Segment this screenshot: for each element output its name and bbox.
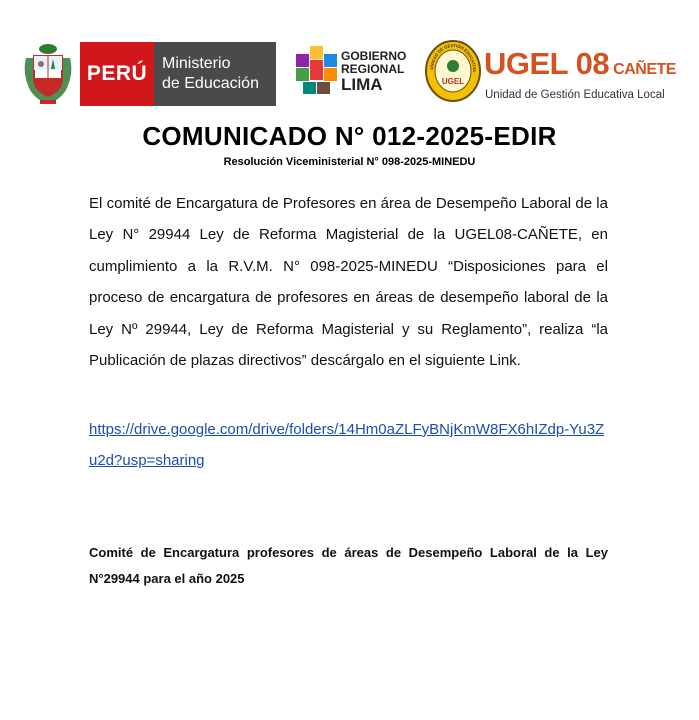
ugel-seal-center: UGEL bbox=[441, 77, 465, 86]
ugel-subtitle: Unidad de Gestión Educativa Local bbox=[485, 89, 665, 101]
ministry-line-1: Ministerio bbox=[162, 55, 231, 72]
committee-signature: Comité de Encargatura profesores de áreas de Desempeño Laboral de la Ley N°29944 para el año 2025 bbox=[89, 545, 608, 586]
ugel-title bbox=[484, 46, 676, 82]
gore-line-2: REGIONAL bbox=[341, 62, 405, 76]
document-subtitle: Resolución Viceministerial N° 098-2025-MINEDU bbox=[223, 156, 476, 168]
document-title: COMUNICADO N° 012-2025-EDIR bbox=[142, 121, 557, 151]
regional-government-logo-icon bbox=[296, 46, 338, 94]
letterhead bbox=[0, 0, 699, 115]
ugel-seal-text: UNIDAD DE GESTIÓN EDUCATIVA bbox=[429, 42, 478, 72]
ugel-seal-icon bbox=[425, 40, 481, 102]
regional-government-label bbox=[341, 50, 406, 94]
peru-coat-of-arms-icon bbox=[22, 40, 74, 106]
drive-folder-link[interactable]: https://drive.google.com/drive/folders/14Hm0aZLFyBNjKmW8FX6hIZdp-Yu3Zu2d?usp=sharing bbox=[89, 421, 605, 470]
ugel-title-city: CAÑETE bbox=[613, 61, 676, 78]
gore-line-3: LIMA bbox=[341, 75, 383, 94]
peru-brand-label: PERÚ bbox=[80, 42, 154, 106]
ministry-label bbox=[154, 42, 276, 106]
body-paragraph: El comité de Encargatura de Profesores en área de Desempeño Laboral de la Ley N° 29944 Ley de Reforma Magisterial de la UGEL08-CAÑETE, en cumplimiento a la R.V.M. N° 098-2025-MINEDU “Disposiciones para el proceso de encargatura de profesores en áreas de desempeño laboral de la Ley Nº 29944, Ley de Reforma Magisterial y su Reglamento”, realiza “la Publicación de plazas directivos” descárgalo en el siguiente Link. bbox=[89, 195, 608, 370]
ugel-title-main: UGEL 08 bbox=[484, 46, 610, 81]
ministry-line-2: de Educación bbox=[162, 75, 259, 92]
gore-line-1: GOBIERNO bbox=[341, 49, 407, 63]
